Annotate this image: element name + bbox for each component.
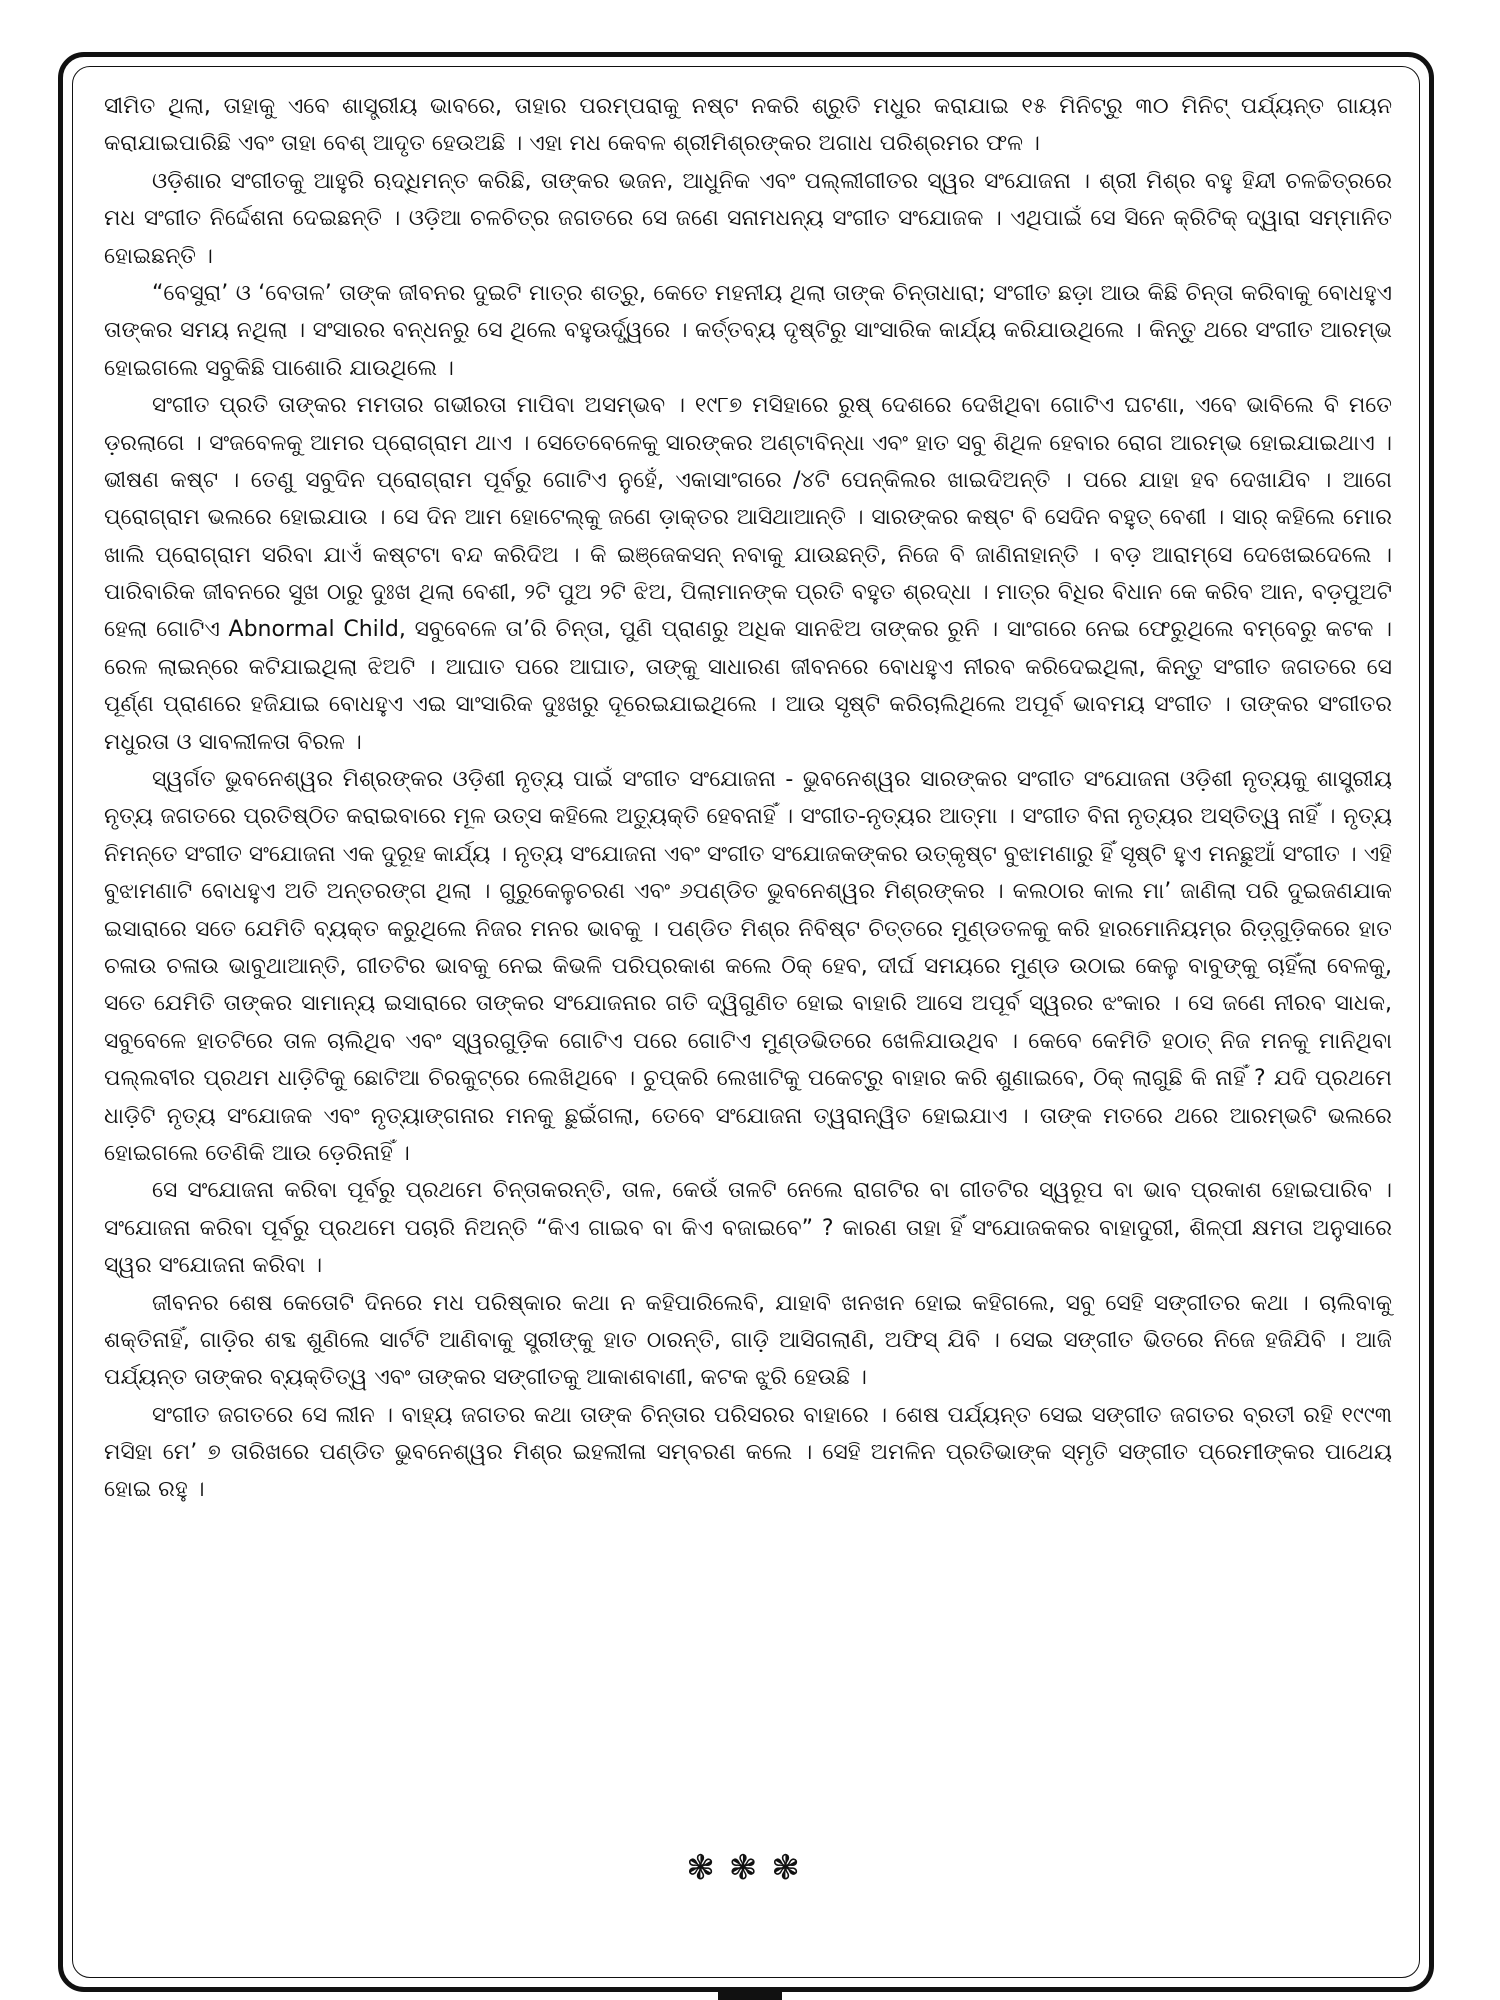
- article-body: [104, 88, 1392, 1509]
- paragraph-4: ସଂଗୀତ ପ୍ରତି ତାଙ୍କର ମମତାର ଗଭୀରତା ମାପିବା ଅସମ୍ଭବ । ୧୯୮୭ ମସିହାରେ ରୁଷ୍ ଦେଶରେ ଦେଖିଥିବା ଗୋଟିଏ ଘଟଣା, ଏବେ ଭାବିଲେ ବି ମତେ ଡ଼ରଲାଗେ । ସଂଜବେଳକୁ ଆମର ପ୍ରୋଗ୍ରାମ ଥାଏ । ସେତେବେଳେକୁ ସାରଙ୍କର ଅଣ୍ଟାବିନ୍ଧା ଏବଂ ହାତ ସବୁ ଶିଥିଳ ହେବାର ରୋଗ ଆରମ୍ଭ ହୋଇଯାଇଥାଏ । ଭୀଷଣ କଷ୍ଟ । ତେଣୁ ସବୁଦିନ ପ୍ରୋଗ୍ରାମ ପୂର୍ବରୁ ଗୋଟିଏ ନୁହେଁ, ଏକାସାଂଗରେ /୪ଟି ପେନ୍‌କିଲର ଖାଇଦିଅନ୍ତି । ପରେ ଯାହା ହବ ଦେଖାଯିବ । ଆଗେ ପ୍ରୋଗ୍ରାମ ଭଲରେ ହୋଇଯାଉ । ସେ ଦିନ ଆମ ହୋଟେଲ୍‌କୁ ଜଣେ ଡ଼ାକ୍ତର ଆସିଥାଆନ୍ତି । ସାରଙ୍କର କଷ୍ଟ ବି ସେଦିନ ବହୁତ୍ ବେଶୀ । ସାର୍ କହିଲେ ମୋର ଖାଲି ପ୍ରୋଗ୍ରାମ ସରିବା ଯାଏଁ କଷ୍ଟଟା ବନ୍ଦ କରିଦିଅ । କି ଇଞ୍ଜେକସନ୍ ନବାକୁ ଯାଉଛନ୍ତି, ନିଜେ ବି ଜାଣିନାହାନ୍ତି । ବଡ଼ ଆରାମ୍‌ସେ ଦେଖେଇଦେଲେ । ପାରିବାରିକ ଜୀବନରେ ସୁଖ ଠାରୁ ଦୁଃଖ ଥିଲା ବେଶୀ, ୨ଟି ପୁଅ ୨ଟି ଝିଅ, ପିଲାମାନଙ୍କ ପ୍ରତି ବହୁତ ଶ୍ରଦ୍ଧା । ମାତ୍ର ବିଧିର ବିଧାନ କେ କରିବ ଆନ, ବଡ଼ପୁଅଟି ହେଲା ଗୋଟିଏ Abnormal Child, ସବୁବେଳେ ତା’ରି ଚିନ୍ତା, ପୁଣି ପ୍ରାଣରୁ ଅଧିକ ସାନଝିଅ ତାଙ୍କର ରୁନି । ସାଂଗରେ ନେଇ ଫେରୁଥିଲେ ବମ୍ବେରୁ କଟକ । ରେଳ ଲାଇନ୍‌ରେ କଟିଯାଇଥିଲା ଝିଅଟି । ଆଘାତ ପରେ ଆଘାତ, ତାଙ୍କୁ ସାଧାରଣ ଜୀବନରେ ବୋଧହୁଏ ନୀରବ କରିଦେଇଥିଲା, କିନ୍ତୁ ସଂଗୀତ ଜଗତରେ ସେ ପୂର୍ଣ୍ଣ ପ୍ରାଣରେ ହଜିଯାଇ ବୋଧହୁଏ ଏଇ ସାଂସାରିକ ଦୁଃଖରୁ ଦୂରେଇଯାଇଥିଲେ । ଆଉ ସୃଷ୍ଟି କରିଚାଲିଥିଲେ ଅପୂର୍ବ ଭାବମୟ ସଂଗୀତ । ତାଙ୍କର ସଂଗୀତର ମଧୁରତା ଓ ସାବଲୀଳତା ବିରଳ ।: [104, 393, 1392, 755]
- paragraph-3: “ବେସୁରା’ ଓ ‘ବେତାଳ’ ତାଙ୍କ ଜୀବନର ଦୁଇଟି ମାତ୍ର ଶତ୍ରୁ, କେତେ ମହନୀୟ ଥିଲା ତାଙ୍କ ଚିନ୍ତାଧାରା; ସଂଗୀତ ଛଡ଼ା ଆଉ କିଛି ଚିନ୍ତା କରିବାକୁ ବୋଧହୁଏ ତାଙ୍କର ସମୟ ନଥିଲା । ସଂସାରର ବନ୍ଧନରୁ ସେ ଥିଲେ ବହୁଊର୍ଦ୍ଧ୍ୱରେ । କର୍ତ୍ତବ୍ୟ ଦୃଷ୍ଟିରୁ ସାଂସାରିକ କାର୍ଯ୍ୟ କରିଯାଉଥିଲେ । କିନ୍ତୁ ଥରେ ସଂଗୀତ ଆରମ୍ଭ ହୋଇଗଲେ ସବୁକିଛି ପାଶୋରି ଯାଉଥିଲେ ।: [104, 280, 1392, 381]
- page-footer-mark: [718, 1990, 782, 2000]
- paragraph-2: ଓଡ଼ିଶାର ସଂଗୀତକୁ ଆହୁରି ଋଦ୍ଧିମନ୍ତ କରିଛି, ତାଙ୍କର ଭଜନ, ଆଧୁନିକ ଏବଂ ପଲ୍ଲୀଗୀତର ସ୍ୱର ସଂଯୋଜନା । ଶ୍ରୀ ମିଶ୍ର ବହୁ ହିନ୍ଦୀ ଚଳଚ୍ଚିତ୍ରରେ ମଧ ସଂଗୀତ ନିର୍ଦ୍ଦେଶନା ଦେଇଛନ୍ତି । ଓଡ଼ିଆ ଚଳଚିତ୍ର ଜଗତରେ ସେ ଜଣେ ସନାମଧନ୍ୟ ସଂଗୀତ ସଂଯୋଜକ । ଏଥିପାଇଁ ସେ ସିନେ କ୍ରିଟିକ୍ ଦ୍ୱାରା ସମ୍ମାନିତ ହୋଇଛନ୍ତି ।: [104, 168, 1392, 269]
- paragraph-7: ଜୀବନର ଶେଷ କେତୋଟି ଦିନରେ ମଧ ପରିଷ୍କାର କଥା ନ କହିପାରିଲେବି, ଯାହାବି ଖନଖନ ହୋଇ କହିଗଲେ, ସବୁ ସେହି ସଙ୍ଗୀତର କଥା । ଚାଲିବାକୁ ଶକ୍ତିନାହିଁ, ଗାଡ଼ିର ଶବ୍ଦ ଶୁଣିଲେ ସାର୍ଟଟି ଆଣିବାକୁ ସ୍ତ୍ରୀଙ୍କୁ ହାତ ଠାରନ୍ତି, ଗାଡ଼ି ଆସିଗଲାଣି, ଅଫିସ୍ ଯିବି । ସେଇ ସଙ୍ଗୀତ ଭିତରେ ନିଜେ ହଜିଯିବି । ଆଜି ପର୍ଯ୍ୟନ୍ତ ତାଙ୍କର ବ୍ୟକ୍ତିତ୍ୱ ଏବଂ ତାଙ୍କର ସଙ୍ଗୀତକୁ ଆକାଶବାଣୀ, କଟକ ଝୁରି ହେଉଛି ।: [104, 1290, 1392, 1391]
- paragraph-1: ସୀମିତ ଥିଲା, ତାହାକୁ ଏବେ ଶାସ୍ତ୍ରୀୟ ଭାବରେ, ତାହାର ପରମ୍ପରାକୁ ନଷ୍ଟ ନକରି ଶ୍ରୁତି ମଧୁର କରାଯାଇ ୧୫ ମିନିଟ୍‌ରୁ ୩୦ ମିନିଟ୍ ପର୍ଯ୍ୟନ୍ତ ଗାୟନ କରାଯାଇପାରିଛି ଏବଂ ତାହା ବେଶ୍ ଆଦୃତ ହେଉଅଛି । ଏହା ମଧ କେବଳ ଶ୍ରୀମିଶ୍ରଙ୍କର ଅଗାଧ ପରିଶ୍ରମର ଫଳ ।: [104, 94, 1392, 157]
- paragraph-5: ସ୍ୱର୍ଗତ ଭୁବନେଶ୍ୱର ମିଶ୍ରଙ୍କର ଓଡ଼ିଶୀ ନୃତ୍ୟ ପାଇଁ ସଂଗୀତ ସଂଯୋଜନା - ଭୁବନେଶ୍ୱର ସାରଙ୍କର ସଂଗୀତ ସଂଯୋଜନା ଓଡ଼ିଶୀ ନୃତ୍ୟକୁ ଶାସ୍ତ୍ରୀୟ ନୃତ୍ୟ ଜଗତରେ ପ୍ରତିଷ୍ଠିତ କରାଇବାରେ ମୂଳ ଉତ୍ସ କହିଲେ ଅତ୍ୟୁକ୍ତି ହେବନାହିଁ । ସଂଗୀତ-ନୃତ୍ୟର ଆତ୍ମା । ସଂଗୀତ ବିନା ନୃତ୍ୟର ଅସ୍ତିତ୍ୱ ନାହିଁ । ନୃତ୍ୟ ନିମନ୍ତେ ସଂଗୀତ ସଂଯୋଜନା ଏକ ଦୁରୂହ କାର୍ଯ୍ୟ । ନୃତ୍ୟ ସଂଯୋଜନା ଏବଂ ସଂଗୀତ ସଂଯୋଜକଙ୍କର ଉତ୍କୃଷ୍ଟ ବୁଝାମଣାରୁ ହିଁ ସୃଷ୍ଟି ହୁଏ ମନଛୁଆଁ ସଂଗୀତ । ଏହି ବୁଝାମଣାଟି ବୋଧହୁଏ ଅତି ଅନ୍ତରଙ୍ଗ ଥିଲା । ଗୁରୁକେଳୁଚରଣ ଏବଂ ୬ପଣ୍ଡିତ ଭୁବନେଶ୍ୱର ମିଶ୍ରଙ୍କର । କଲଠାର କାଲ ମା’ ଜାଣିଲା ପରି ଦୁଇଜଣଯାକ ଇସାରାରେ ସତେ ଯେମିତି ବ୍ୟକ୍ତ କରୁଥିଲେ ନିଜର ମନର ଭାବକୁ । ପଣ୍ଡିତ ମିଶ୍ର ନିବିଷ୍ଟ ଚିତ୍ତରେ ମୁଣ୍ଡତଳକୁ କରି ହାରମୋନିୟମ୍‌ର ରିଡ଼୍‌ଗୁଡ଼ିକରେ ହାତ ଚଳାଉ ଚଳାଉ ଭାବୁଥାଆନ୍ତି, ଗୀତଟିର ଭାବକୁ ନେଇ କିଭଳି ପରିପ୍ରକାଶ କଲେ ଠିକ୍ ହେବ, ଦୀର୍ଘ ସମୟରେ ମୁଣ୍ଡ ଉଠାଇ କେଳୁ ବାବୁଙ୍କୁ ଚାହିଁଲା ବେଳକୁ, ସତେ ଯେମିତି ତାଙ୍କର ସାମାନ୍ୟ ଇସାରାରେ ତାଙ୍କର ସଂଯୋଜନାର ଗତି ଦ୍ୱିଗୁଣିତ ହୋଇ ବାହାରି ଆସେ ଅପୂର୍ବ ସ୍ୱରର ଝଂକାର । ସେ ଜଣେ ନୀରବ ସାଧକ, ସବୁବେଳେ ହାତଟିରେ ତାଳ ଚାଲିଥିବ ଏବଂ ସ୍ୱରଗୁଡ଼ିକ ଗୋଟିଏ ପରେ ଗୋଟିଏ ମୁଣ୍ଡଭିତରେ ଖେଳିଯାଉଥିବ । କେବେ କେମିତି ହଠାତ୍ ନିଜ ମନକୁ ମାନିଥିବା ପଲ୍ଲବୀର ପ୍ରଥମ ଧାଡ଼ିଟିକୁ ଛୋଟିଆ ଚିରକୁଟ୍‌ରେ ଲେଖିଥିବେ । ଚୁପ୍‌କରି ଲେଖାଟିକୁ ପକେଟ୍‌ରୁ ବାହାର କରି ଶୁଣାଇବେ, ଠିକ୍ ଲାଗୁଛି କି ନାହିଁ ? ଯଦି ପ୍ରଥମେ ଧାଡ଼ିଟି ନୃତ୍ୟ ସଂଯୋଜକ ଏବଂ ନୃତ୍ୟାଙ୍ଗନାର ମନକୁ ଛୁଇଁଗଲା, ତେବେ ସଂଯୋଜନା ତ୍ୱରାନ୍ୱିତ ହୋଇଯାଏ । ତାଙ୍କ ମତରେ ଥରେ ଆରମ୍ଭଟି ଭଲରେ ହୋଇଗଲେ ତେଣିକି ଆଉ ଡ଼େରିନାହିଁ ।: [104, 767, 1392, 1166]
- flower-ornament-icon: ❃❃❃: [686, 1848, 814, 1888]
- paragraph-6: ସେ ସଂଯୋଜନା କରିବା ପୂର୍ବରୁ ପ୍ରଥମେ ଚିନ୍ତାକରନ୍ତି, ତାଳ, କେଉଁ ତାଳଟି ନେଲେ ରାଗଟିର ବା ଗୀତଟିର ସ୍ୱରୂପ ବା ଭାବ ପ୍ରକାଶ ହୋଇପାରିବ । ସଂଯୋଜନା କରିବା ପୂର୍ବରୁ ପ୍ରଥମେ ପଚାରି ନିଅନ୍ତି “କିଏ ଗାଇବ ବା କିଏ ବଜାଇବେ” ? କାରଣ ତାହା ହିଁ ସଂଯୋଜକକର ବାହାଦୁରୀ, ଶିଳ୍ପୀ କ୍ଷମତା ଅନୁସାରେ ସ୍ୱର ସଂଯୋଜନା କରିବା ।: [104, 1178, 1392, 1279]
- paragraph-8: ସଂଗୀତ ଜଗତରେ ସେ ଲୀନ । ବାହ୍ୟ ଜଗତର କଥା ତାଙ୍କ ଚିନ୍ତାର ପରିସରର ବାହାରେ । ଶେଷ ପର୍ଯ୍ୟନ୍ତ ସେଇ ସଙ୍ଗୀତ ଜଗତର ବ୍ରତୀ ରହି ୧୯୯୩ ମସିହା ମେ’ ୭ ତାରିଖରେ ପଣ୍ଡିତ ଭୁବନେଶ୍ୱର ମିଶ୍ର ଇହଲୀଳା ସମ୍ବରଣ କଲେ । ସେହି ଅମଳିନ ପ୍ରତିଭାଙ୍କ ସ୍ମୃତି ସଙ୍ଗୀତ ପ୍ରେମୀଙ୍କର ପାଥେୟ ହୋଇ ରହୁ ।: [104, 1402, 1392, 1503]
